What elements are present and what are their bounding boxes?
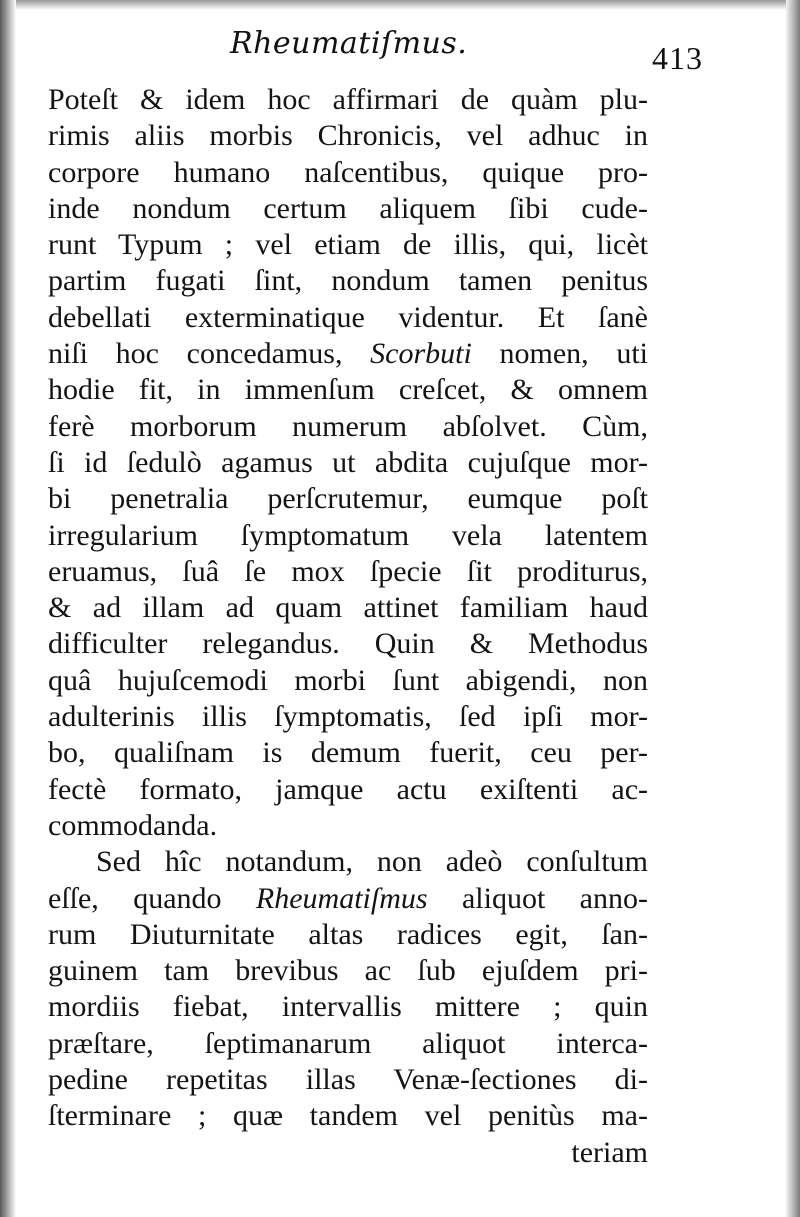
text-line: guinem tam brevibus ac ſub ejuſdem pri- <box>48 954 648 988</box>
text-line: mordiis fiebat, intervallis mittere ; quin <box>48 990 648 1024</box>
text-line: præſtare, ſeptimanarum aliquot interca- <box>48 1026 648 1060</box>
text-line: adulterinis illis ſymptomatis, ſed ipſi mor- <box>48 700 648 734</box>
text-segment: eſſe, quando <box>48 881 256 915</box>
text-line: ſi id ſedulò agamus ut abdita cujuſque mor- <box>48 445 648 479</box>
text-line: Poteſt & idem hoc affirmari de quàm plu- <box>48 83 648 116</box>
text-segment: aliquot anno- <box>427 881 648 915</box>
text-line: ſterminare ; quæ tandem vel penitùs ma- <box>48 1099 648 1133</box>
catchword: teriam <box>571 1135 648 1169</box>
text-line: rimis aliis morbis Chronicis, vel adhuc in <box>48 119 648 153</box>
italic-term: Rheumatiſmus <box>255 881 428 915</box>
text-line <box>48 336 648 372</box>
text-line: irregularium ſymptomatum vela latentem <box>48 518 648 552</box>
text-line <box>48 881 648 917</box>
text-line: runt Typum ; vel etiam de illis, qui, licèt <box>48 228 648 262</box>
text-line: Sed hîc notandum, non adeò conſultum <box>96 845 648 879</box>
text-line: pedine repetitas illas Venæ-ſectiones di- <box>48 1063 648 1097</box>
text-line: fectè formato, jamque actu exiſtenti ac- <box>48 772 648 806</box>
text-line: rum Diuturnitate altas radices egit, ſan- <box>48 917 648 951</box>
text-line: partim fugati ſint, nondum tamen penitus <box>48 264 648 298</box>
text-line: bi penetralia perſcrutemur, eumque poſt <box>48 482 648 516</box>
text-line: & ad illam ad quam attinet familiam haud <box>48 591 648 625</box>
text-line: bo, qualiſnam is demum fuerit, ceu per- <box>48 736 648 770</box>
text-line: debellati exterminatique videntur. Et ſanè <box>48 300 648 334</box>
text-line: hodie fit, in immenſum creſcet, & omnem <box>48 373 648 407</box>
italic-term: Scorbuti <box>370 337 472 371</box>
text-segment: nomen, uti <box>471 337 648 371</box>
text-line: commodanda. <box>48 808 218 842</box>
text-line: difficulter relegandus. Quin & Methodus <box>48 627 648 661</box>
text-line: ferè morborum numerum abſolvet. Cùm, <box>48 409 648 443</box>
text-line: quâ hujuſcemodi morbi ſunt abigendi, non <box>48 663 648 697</box>
text-line: corpore humano naſcentibus, quique pro- <box>48 155 648 189</box>
page-number: 413 <box>652 40 703 76</box>
body-text <box>48 82 648 1171</box>
text-line: eruamus, ſuâ ſe mox ſpecie ſit proditurus, <box>48 554 648 588</box>
text-line: inde nondum certum aliquem ſibi cude- <box>48 191 648 225</box>
running-head: Rheumatiſmus. <box>230 26 468 61</box>
text-segment: niſi hoc concedamus, <box>48 337 371 371</box>
